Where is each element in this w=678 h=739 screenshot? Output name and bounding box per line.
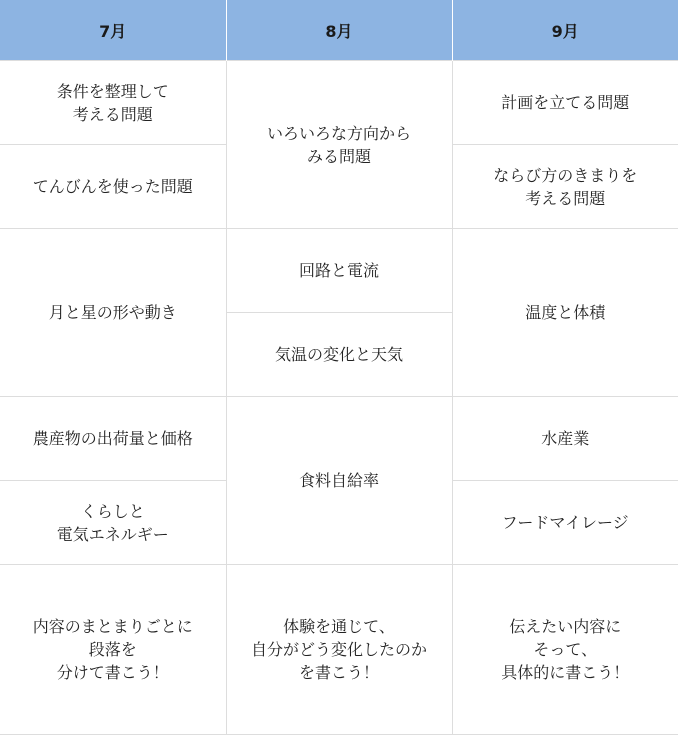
table-row: [0, 61, 678, 145]
cell-july-5: くらしと 電気エネルギー: [0, 481, 226, 565]
cell-august-1: いろいろな方向から みる問題: [226, 61, 452, 229]
cell-july-6: 内容のまとまりごとに 段落を 分けて書こう！: [0, 565, 226, 735]
cell-july-4: 農産物の出荷量と価格: [0, 397, 226, 481]
table-row: [0, 229, 678, 313]
cell-july-2: てんびんを使った問題: [0, 145, 226, 229]
cell-september-1: 計画を立てる問題: [452, 61, 678, 145]
table-row: [0, 397, 678, 481]
cell-september-2: ならび方のきまりを 考える問題: [452, 145, 678, 229]
cell-september-5: フードマイレージ: [452, 481, 678, 565]
header-august: 8月: [226, 0, 452, 61]
header-september: 9月: [452, 0, 678, 61]
cell-august-2: 回路と電流: [226, 229, 452, 313]
cell-september-4: 水産業: [452, 397, 678, 481]
table-row: [0, 565, 678, 735]
cell-july-1: 条件を整理して 考える問題: [0, 61, 226, 145]
cell-july-3: 月と星の形や動き: [0, 229, 226, 397]
cell-august-4: 食料自給率: [226, 397, 452, 565]
cell-august-5: 体験を通じて、 自分がどう変化したのか を書こう！: [226, 565, 452, 735]
cell-september-6: 伝えたい内容に そって、 具体的に書こう！: [452, 565, 678, 735]
header-july: 7月: [0, 0, 226, 61]
cell-august-3: 気温の変化と天気: [226, 313, 452, 397]
cell-september-3: 温度と体積: [452, 229, 678, 397]
header-row: [0, 0, 678, 61]
